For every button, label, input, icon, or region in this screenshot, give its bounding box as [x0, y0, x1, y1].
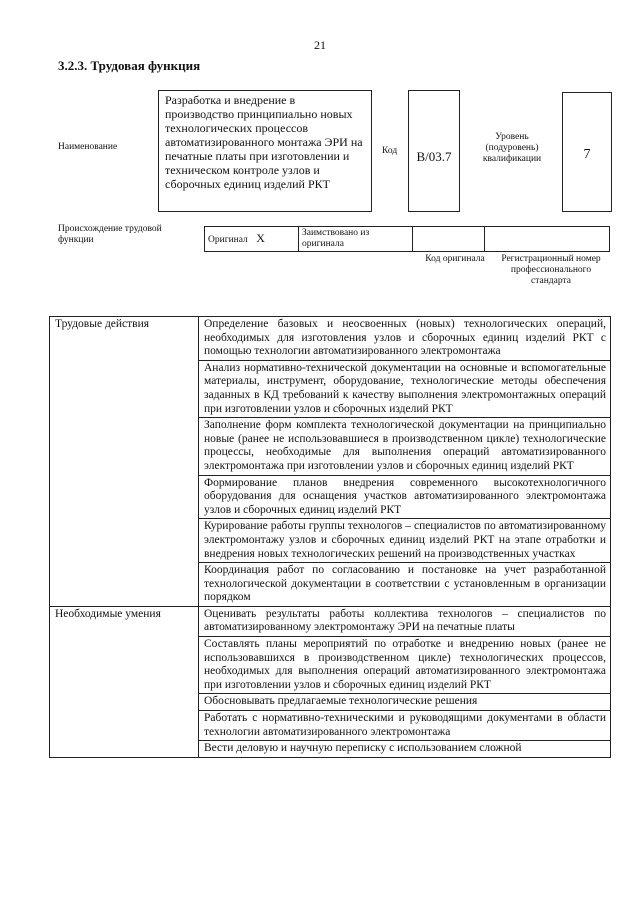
level-value-box — [562, 92, 612, 212]
table-cell-text: Координация работ по согласованию и постановке на учет разработанной технологической документации в соответствии с установленным в организации порядком — [199, 563, 611, 607]
function-name-box: Разработка и внедрение в производство принципиально новых технологических процессов автоматизированного монтажа ЭРИ на печатные платы при изготовлении и техническом контроле узлов и сборочных единиц изделий РКТ — [158, 90, 372, 212]
table-cell-text: Оценивать результаты работы коллектива технологов – специалистов по автоматизированному электромонтажу ЭРИ на печатные платы — [199, 606, 611, 636]
name-label: Наименование — [58, 142, 118, 152]
level-label: Уровень (подуровень) квалификации — [482, 132, 542, 164]
original-label: Оригинал — [208, 235, 248, 245]
page-number: 21 — [314, 38, 326, 52]
code-value: В/03.7 — [416, 149, 452, 164]
table-cell-text: Обосновывать предлагаемые технологические решения — [199, 694, 611, 711]
table-cell-text: Определение базовых и неосвоенных (новых) технологических операций, необходимых для изготовления узлов и сборочных единиц изделий РКТ с помощью технологии автоматизированного электромонтажа — [199, 317, 611, 361]
code-value-box — [408, 90, 460, 212]
section-title: 3.2.3. Трудовая функция — [58, 58, 201, 73]
table-cell-text: Вести деловую и научную переписку с использованием сложной — [199, 741, 611, 758]
section-label: Трудовые действия — [50, 317, 199, 607]
reg-number-caption: Регистрационный номер профессионального стандарта — [501, 254, 601, 286]
origin-table — [204, 226, 610, 252]
function-table-body — [50, 317, 611, 758]
level-value: 7 — [583, 147, 591, 162]
table-cell-text: Составлять планы мероприятий по отработке и внедрению новых (ранее не использовавшихся в производственном цикле) технологических процессов, необходимых для выполнения операций автоматизированного электромонтажа при изготовлении узлов и сборочных единиц изделий РКТ — [199, 637, 611, 694]
original-mark: X — [256, 231, 265, 245]
reg-number-cell — [485, 227, 610, 252]
borrowed-label: Заимствовано из оригинала — [302, 228, 370, 249]
table-cell-text: Формирование планов внедрения современного высокотехнологичного оборудования для оснащения участков автоматизированного электромонтажа узлов и сборочных единиц изделий РКТ — [199, 475, 611, 519]
function-table — [49, 316, 611, 758]
table-row — [50, 317, 611, 361]
section-label: Необходимые умения — [50, 606, 199, 757]
table-cell-text: Работать с нормативно-техническими и руководящими документами в области технологии автоматизированного электромонтажа — [199, 711, 611, 741]
table-row — [50, 606, 611, 636]
code-original-caption: Код оригинала — [425, 254, 485, 264]
original-cell — [205, 227, 299, 252]
table-cell-text: Курирование работы группы технологов – специалистов по автоматизированному электромонтажу узлов и сборочных единиц изделий РКТ на этапе отработки и внедрения новых технологических решений на производственных участках — [199, 519, 611, 563]
origin-label: Происхождение трудовой функции — [58, 224, 162, 245]
table-cell-text: Заполнение форм комплекта технологической документации на принципиально новые (ранее не использовавшиеся в производственном цикле) технологические процессы, необходимые для выполнения операций автоматизированного электромонтажа при изготовлении узлов и сборочных единиц изделий РКТ — [199, 418, 611, 475]
code-original-cell — [413, 227, 485, 252]
borrowed-cell — [299, 227, 413, 252]
code-label: Код — [382, 146, 398, 156]
table-cell-text: Анализ нормативно-технической документации на основные и вспомогательные материалы, инструмент, оборудование, технологические методы обеспечения заданных в КД требований к качеству выполнения электромонтажных операций при изготовлении узлов и сборочных изделий РКТ — [199, 360, 611, 417]
